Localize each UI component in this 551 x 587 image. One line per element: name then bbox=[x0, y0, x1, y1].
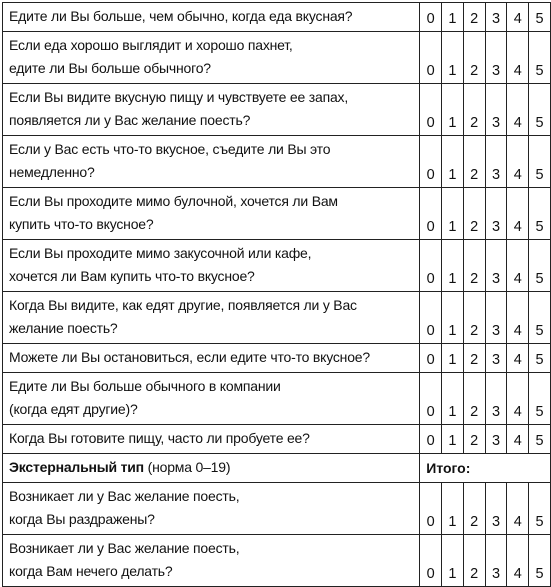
question-row bbox=[3, 344, 551, 373]
question-text bbox=[3, 373, 420, 425]
question-text bbox=[3, 240, 420, 292]
score-option-2[interactable]: 2 bbox=[463, 188, 485, 240]
score-option-3[interactable]: 3 bbox=[485, 188, 507, 240]
question-line: желание поесть? bbox=[9, 320, 118, 336]
score-option-3[interactable]: 3 bbox=[485, 292, 507, 344]
question-row bbox=[3, 425, 551, 454]
question-text bbox=[3, 483, 420, 535]
score-option-0[interactable]: 0 bbox=[420, 32, 442, 84]
question-line: Если Вы проходите мимо булочной, хочется ли Вам bbox=[9, 193, 338, 209]
score-option-2[interactable]: 2 bbox=[463, 483, 485, 535]
score-option-5[interactable]: 5 bbox=[529, 3, 551, 32]
questionnaire-table bbox=[2, 2, 551, 587]
section-row bbox=[3, 454, 551, 483]
score-option-2[interactable]: 2 bbox=[463, 344, 485, 373]
score-option-2[interactable]: 2 bbox=[463, 292, 485, 344]
question-row bbox=[3, 3, 551, 32]
question-line: Если еда хорошо выглядит и хорошо пахнет, bbox=[9, 37, 293, 53]
score-option-2[interactable]: 2 bbox=[463, 240, 485, 292]
score-option-3[interactable]: 3 bbox=[485, 3, 507, 32]
score-option-3[interactable]: 3 bbox=[485, 84, 507, 136]
score-option-5[interactable]: 5 bbox=[529, 240, 551, 292]
score-option-5[interactable]: 5 bbox=[529, 483, 551, 535]
score-option-1[interactable]: 1 bbox=[442, 344, 464, 373]
score-option-0[interactable]: 0 bbox=[420, 188, 442, 240]
score-option-5[interactable]: 5 bbox=[529, 535, 551, 587]
section-title: Экстернальный тип bbox=[9, 459, 144, 475]
score-option-3[interactable]: 3 bbox=[485, 136, 507, 188]
score-option-2[interactable]: 2 bbox=[463, 373, 485, 425]
score-option-3[interactable]: 3 bbox=[485, 32, 507, 84]
question-line: купить что-то вкусное? bbox=[9, 216, 154, 232]
score-option-0[interactable]: 0 bbox=[420, 344, 442, 373]
question-row bbox=[3, 240, 551, 292]
question-line: едите ли Вы больше обычного? bbox=[9, 60, 211, 76]
score-option-2[interactable]: 2 bbox=[463, 3, 485, 32]
score-option-4[interactable]: 4 bbox=[507, 344, 529, 373]
score-option-4[interactable]: 4 bbox=[507, 425, 529, 454]
question-text bbox=[3, 84, 420, 136]
score-option-0[interactable]: 0 bbox=[420, 136, 442, 188]
section-norm: (норма 0–19) bbox=[147, 459, 231, 475]
question-text bbox=[3, 3, 420, 32]
score-option-3[interactable]: 3 bbox=[485, 483, 507, 535]
question-line: Если Вы проходите мимо закусочной или кафе, bbox=[9, 245, 312, 261]
question-text bbox=[3, 535, 420, 587]
score-option-5[interactable]: 5 bbox=[529, 292, 551, 344]
question-line: Едите ли Вы больше обычного в компании bbox=[9, 378, 281, 394]
score-option-5[interactable]: 5 bbox=[529, 32, 551, 84]
score-option-2[interactable]: 2 bbox=[463, 84, 485, 136]
question-text bbox=[3, 292, 420, 344]
score-option-2[interactable]: 2 bbox=[463, 32, 485, 84]
question-text bbox=[3, 32, 420, 84]
question-text bbox=[3, 425, 420, 454]
question-line: хочется ли Вам купить что-то вкусное? bbox=[9, 268, 255, 284]
question-line: немедленно? bbox=[9, 164, 95, 180]
score-option-4[interactable]: 4 bbox=[507, 84, 529, 136]
score-option-3[interactable]: 3 bbox=[485, 425, 507, 454]
score-option-4[interactable]: 4 bbox=[507, 240, 529, 292]
total-cell bbox=[420, 454, 551, 483]
question-row bbox=[3, 188, 551, 240]
score-option-5[interactable]: 5 bbox=[529, 373, 551, 425]
score-option-1[interactable]: 1 bbox=[442, 483, 464, 535]
question-row bbox=[3, 292, 551, 344]
question-row bbox=[3, 136, 551, 188]
score-option-1[interactable]: 1 bbox=[442, 136, 464, 188]
questions-group-a bbox=[3, 3, 551, 454]
question-row bbox=[3, 373, 551, 425]
question-text bbox=[3, 344, 420, 373]
score-option-4[interactable]: 4 bbox=[507, 483, 529, 535]
score-option-4[interactable]: 4 bbox=[507, 3, 529, 32]
score-option-5[interactable]: 5 bbox=[529, 344, 551, 373]
score-option-1[interactable]: 1 bbox=[442, 240, 464, 292]
section-row-group bbox=[3, 454, 551, 483]
score-option-1[interactable]: 1 bbox=[442, 32, 464, 84]
score-option-0[interactable]: 0 bbox=[420, 373, 442, 425]
question-line: появляется ли у Вас желание поесть? bbox=[9, 112, 251, 128]
score-option-1[interactable]: 1 bbox=[442, 292, 464, 344]
question-line: Когда Вы готовите пищу, часто ли пробуете ее? bbox=[9, 430, 310, 446]
score-option-4[interactable]: 4 bbox=[507, 188, 529, 240]
question-line: когда Вы раздражены? bbox=[9, 511, 155, 527]
score-option-1[interactable]: 1 bbox=[442, 425, 464, 454]
score-option-1[interactable]: 1 bbox=[442, 373, 464, 425]
question-row bbox=[3, 483, 551, 535]
score-option-2[interactable]: 2 bbox=[463, 535, 485, 587]
question-line: Едите ли Вы больше, чем обычно, когда еда вкусная? bbox=[9, 8, 353, 24]
score-option-0[interactable]: 0 bbox=[420, 240, 442, 292]
question-text bbox=[3, 188, 420, 240]
score-option-4[interactable]: 4 bbox=[507, 373, 529, 425]
question-line: Можете ли Вы остановиться, если едите что-то вкусное? bbox=[9, 349, 370, 365]
score-option-3[interactable]: 3 bbox=[485, 535, 507, 587]
score-option-3[interactable]: 3 bbox=[485, 240, 507, 292]
questions-group-b bbox=[3, 483, 551, 587]
score-option-5[interactable]: 5 bbox=[529, 425, 551, 454]
score-option-3[interactable]: 3 bbox=[485, 344, 507, 373]
question-line: Если Вы видите вкусную пищу и чувствуете ее запах, bbox=[9, 89, 349, 105]
score-option-1[interactable]: 1 bbox=[442, 188, 464, 240]
score-option-1[interactable]: 1 bbox=[442, 3, 464, 32]
question-line: Если у Вас есть что-то вкусное, съедите ли Вы это bbox=[9, 141, 331, 157]
score-option-1[interactable]: 1 bbox=[442, 535, 464, 587]
score-option-0[interactable]: 0 bbox=[420, 3, 442, 32]
question-line: когда Вам нечего делать? bbox=[9, 563, 173, 579]
score-option-0[interactable]: 0 bbox=[420, 535, 442, 587]
score-option-0[interactable]: 0 bbox=[420, 84, 442, 136]
total-label: Итого: bbox=[426, 460, 471, 476]
score-option-4[interactable]: 4 bbox=[507, 32, 529, 84]
score-option-4[interactable]: 4 bbox=[507, 292, 529, 344]
score-option-0[interactable]: 0 bbox=[420, 425, 442, 454]
score-option-0[interactable]: 0 bbox=[420, 483, 442, 535]
score-option-4[interactable]: 4 bbox=[507, 136, 529, 188]
question-line: Когда Вы видите, как едят другие, появляется ли у Вас bbox=[9, 297, 357, 313]
score-option-2[interactable]: 2 bbox=[463, 425, 485, 454]
question-row bbox=[3, 84, 551, 136]
score-option-5[interactable]: 5 bbox=[529, 84, 551, 136]
score-option-5[interactable]: 5 bbox=[529, 188, 551, 240]
question-row bbox=[3, 535, 551, 587]
score-option-4[interactable]: 4 bbox=[507, 535, 529, 587]
question-row bbox=[3, 32, 551, 84]
score-option-1[interactable]: 1 bbox=[442, 84, 464, 136]
score-option-0[interactable]: 0 bbox=[420, 292, 442, 344]
question-line: Возникает ли у Вас желание поесть, bbox=[9, 540, 240, 556]
score-option-2[interactable]: 2 bbox=[463, 136, 485, 188]
question-text bbox=[3, 136, 420, 188]
score-option-3[interactable]: 3 bbox=[485, 373, 507, 425]
question-line: (когда едят другие)? bbox=[9, 401, 138, 417]
section-title-cell bbox=[3, 454, 420, 483]
question-line: Возникает ли у Вас желание поесть, bbox=[9, 488, 240, 504]
score-option-5[interactable]: 5 bbox=[529, 136, 551, 188]
